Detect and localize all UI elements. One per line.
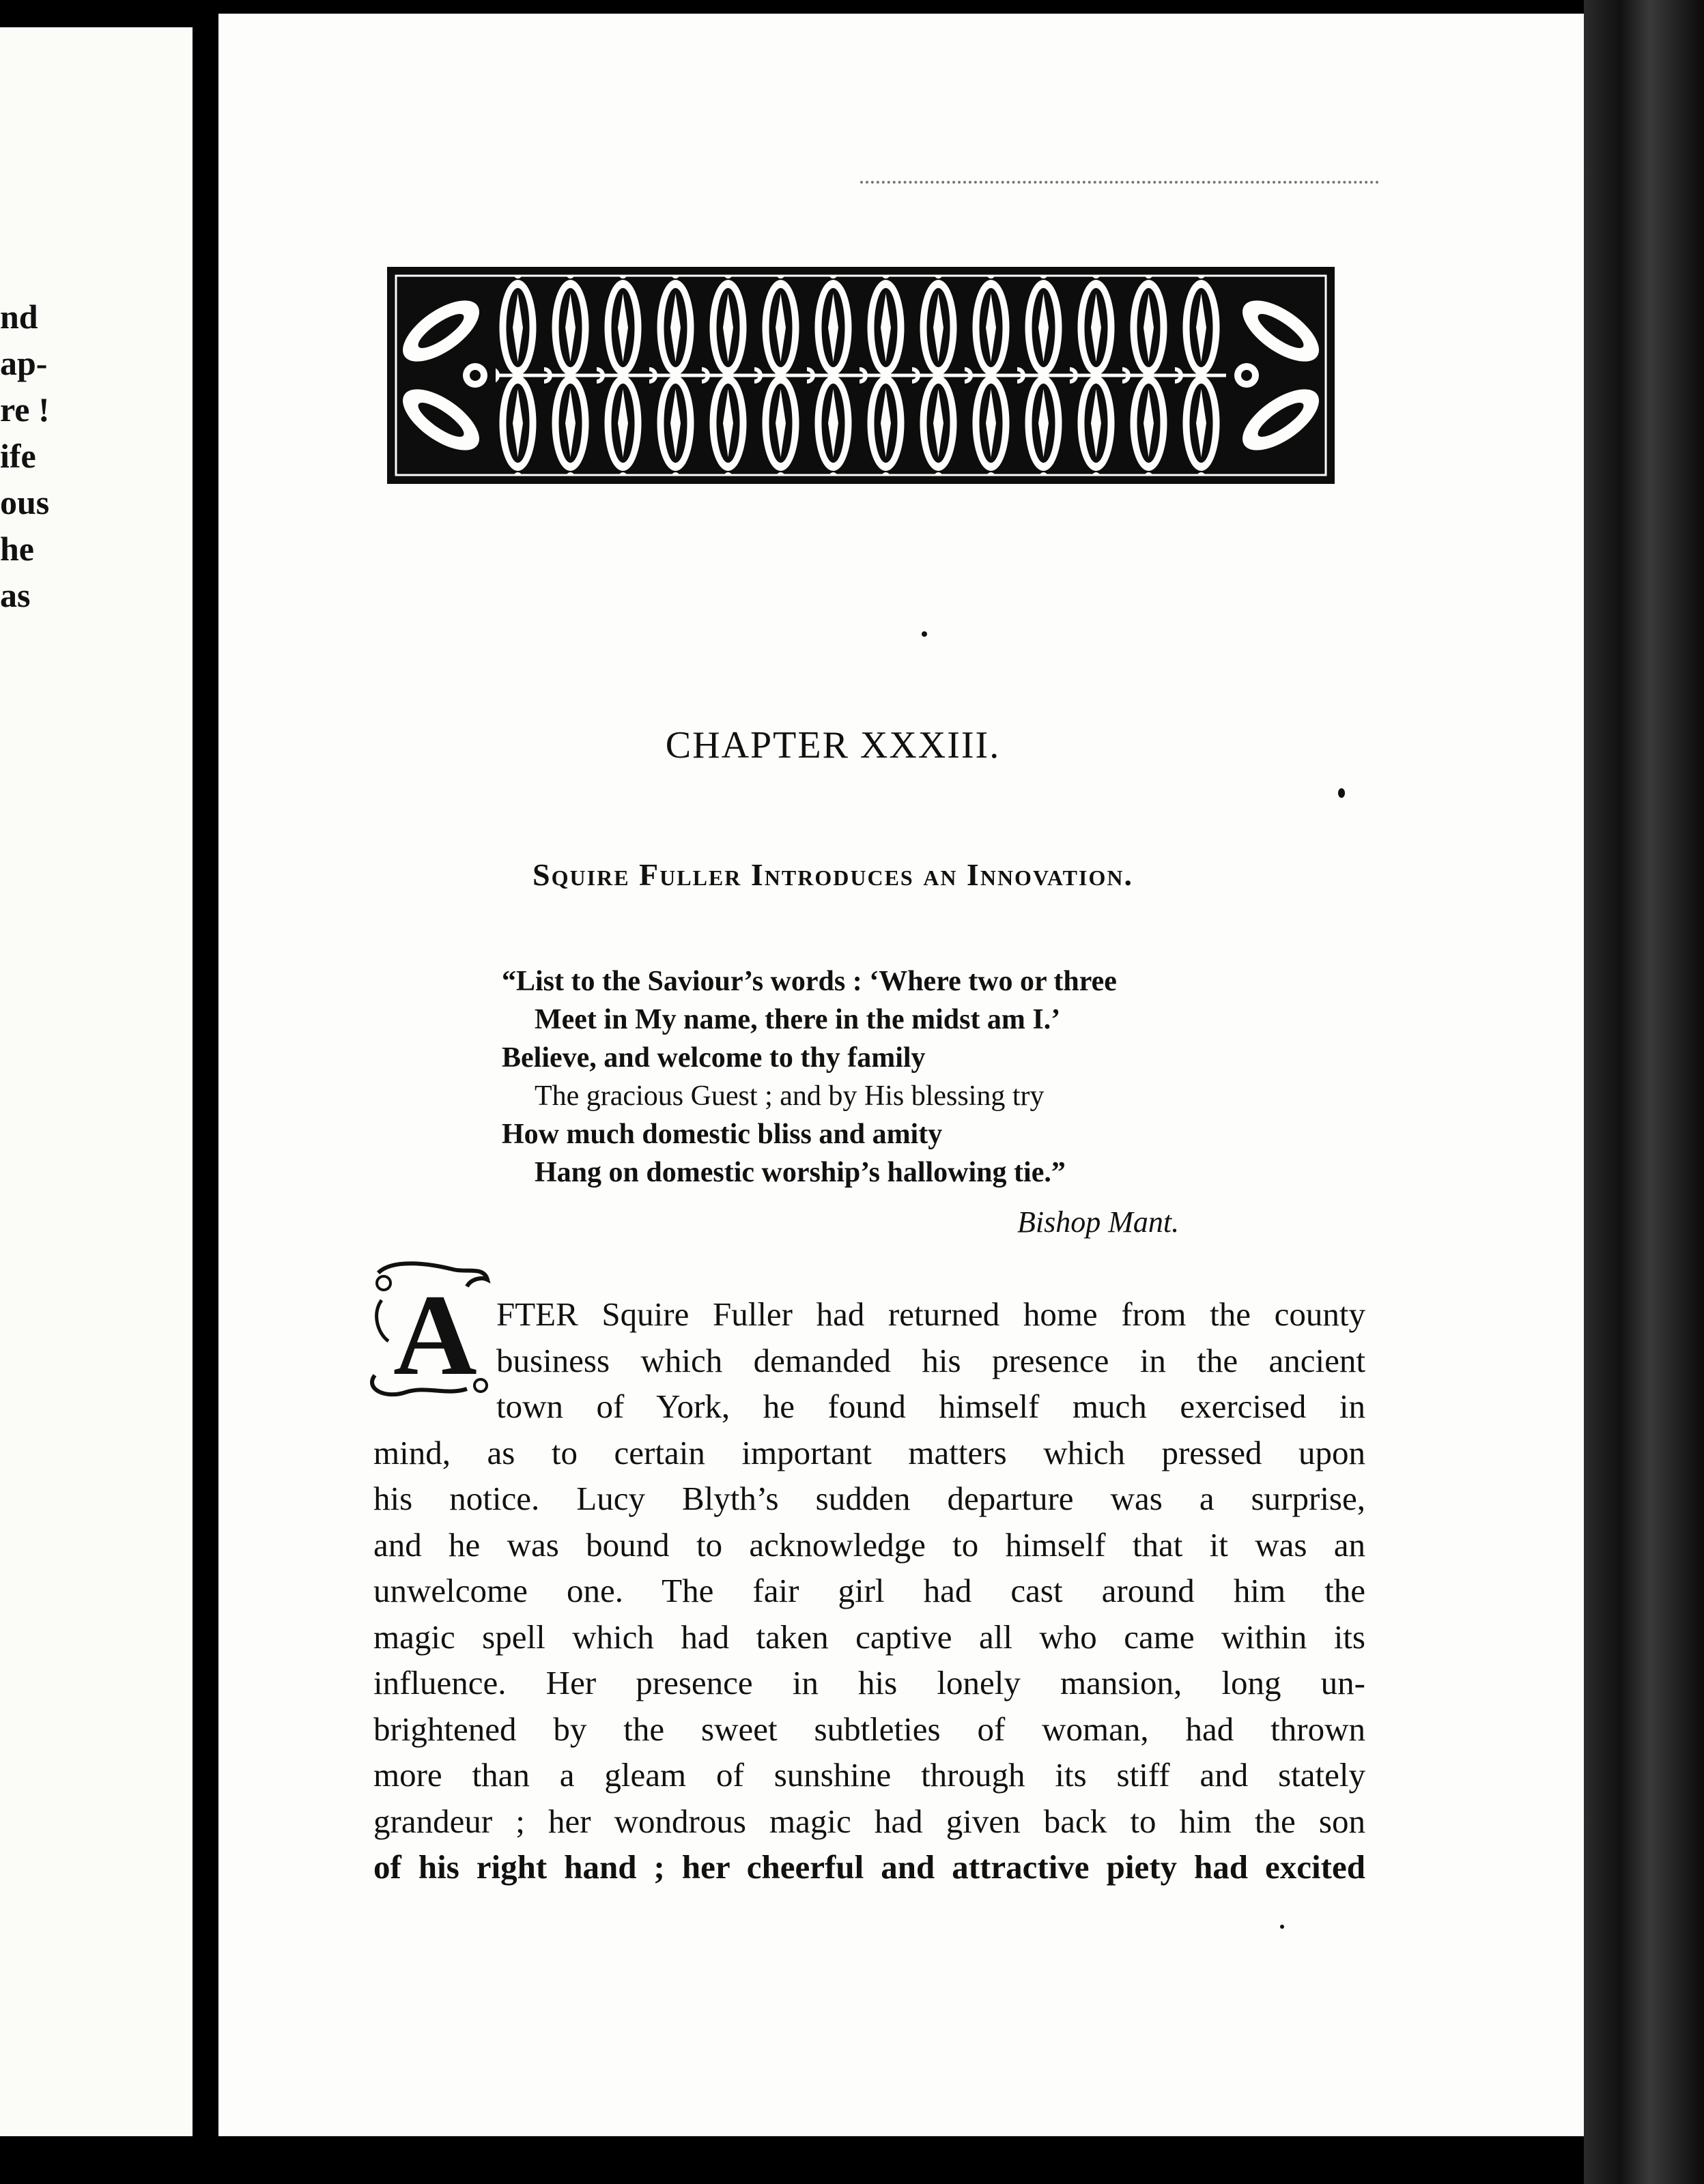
print-specks: [860, 181, 1379, 195]
epigraph: [502, 962, 1458, 1192]
decorative-headpiece: [386, 266, 1335, 485]
chapter-title: Squire Fuller Introduces an Innovation.: [532, 857, 1133, 892]
print-speck: [1280, 1925, 1284, 1929]
body-line: mind, as to certain important matters which pressed upon: [373, 1433, 1365, 1471]
body-line: unwelcome one. The fair girl had cast around him the: [373, 1572, 1365, 1609]
body-line: more than a gleam of sunshine through its stiff and stately: [373, 1756, 1365, 1794]
facing-page-edge: [0, 27, 193, 2136]
facing-page-fragment: as: [0, 576, 31, 614]
chapter-heading: CHAPTER XXXIII.: [665, 724, 1001, 766]
body-line: town of York, he found himself much exercised in: [496, 1388, 1365, 1425]
epigraph-line: How much domestic bliss and amity: [502, 1119, 943, 1150]
print-speck: [922, 631, 927, 637]
book-page: [218, 14, 1584, 2136]
facing-page-fragment: ap-: [0, 344, 48, 382]
epigraph-line: Believe, and welcome to thy family: [502, 1042, 926, 1074]
facing-page-fragment: re !: [0, 390, 50, 429]
body-line: business which demanded his presence in the ancient: [496, 1341, 1365, 1379]
body-line: magic spell which had taken captive all who came within its: [373, 1618, 1365, 1656]
print-speck: [1338, 788, 1345, 798]
body-line: influence. Her presence in his lonely mansion, long un-: [373, 1664, 1365, 1701]
facing-page-fragment: ous: [0, 483, 50, 521]
drop-cap-letter: A: [393, 1271, 477, 1399]
epigraph-attribution: Bishop Mant.: [1017, 1205, 1180, 1239]
body-line: and he was bound to acknowledge to himself that it was an: [373, 1525, 1365, 1564]
book-binding-edge: [1584, 0, 1704, 2184]
body-line: his notice. Lucy Blyth’s sudden departure was a surprise,: [373, 1480, 1365, 1517]
facing-page-fragment: nd: [0, 298, 38, 336]
epigraph-line: The gracious Guest ; and by His blessing try: [535, 1080, 1045, 1112]
facing-page-fragment: he: [0, 530, 34, 568]
body-line: FTER Squire Fuller had returned home from the county: [496, 1295, 1365, 1333]
epigraph-line: Hang on domestic worship’s hallowing tie.”: [535, 1157, 1066, 1188]
facing-page-fragment: ife: [0, 437, 36, 475]
epigraph-line: “List to the Saviour’s words : ‘Where two or three: [502, 966, 1117, 997]
body-line: of his right hand ; her cheerful and attractive piety had excited: [373, 1848, 1365, 1886]
body-line: grandeur ; her wondrous magic had given back to him the son: [373, 1802, 1365, 1840]
body-text: [373, 1291, 1365, 1891]
body-line: brightened by the sweet subtleties of woman, had thrown: [373, 1710, 1365, 1748]
epigraph-line: Meet in My name, there in the midst am I.’: [535, 1004, 1061, 1035]
